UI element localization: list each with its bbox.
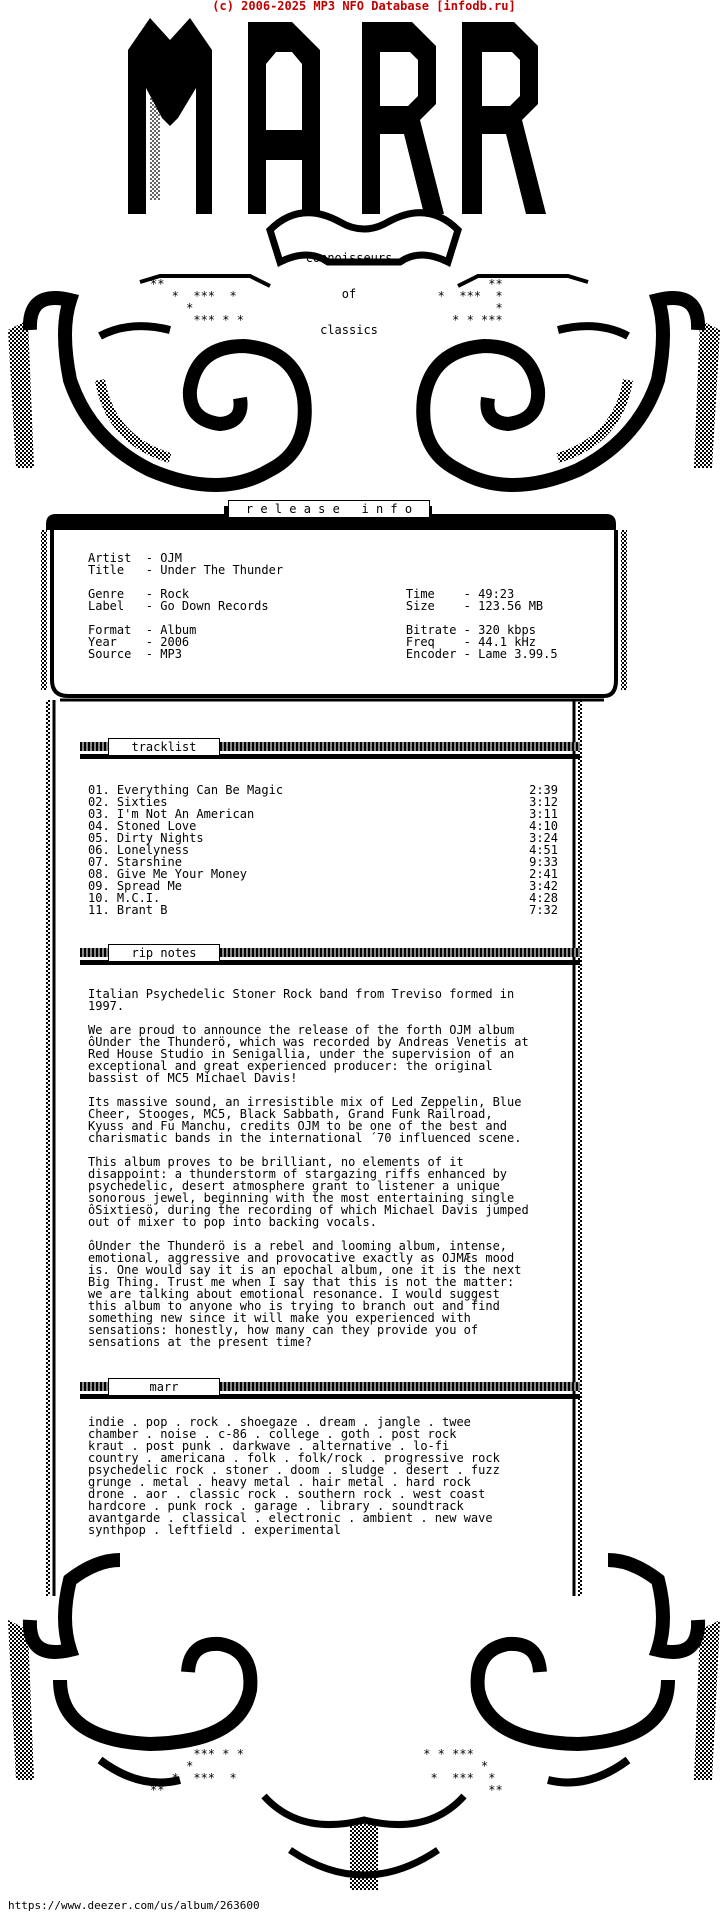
genre-line: avantgarde . classical . electronic . ambient . new wave	[88, 1511, 493, 1525]
rip-notes-paragraph: ôUnder the Thunderö is a rebel and looming album, intense, emotional, aggressive and provocative exactly as OJMÆs mood is. One would say it is an epochal album, one it is the next Big Thing. Trust me when I say that this is not the matter: we are talking about emotional resonance. I would suggest this album to anyone who is trying to branch out and find something new since it will make you experienced with sensations: honestly, how many can they provide you of sensations at the present time?	[88, 1239, 522, 1349]
star-glyphs: * * *** * * *** * **	[423, 1747, 503, 1797]
track-duration: 9:33	[529, 855, 558, 869]
genre-line: chamber . noise . c-86 . college . goth . post rock	[88, 1427, 457, 1441]
track-duration: 3:12	[529, 795, 558, 809]
info-row: Title - Under The Thunder	[88, 563, 284, 577]
rip-notes-heading: rip notes	[108, 944, 220, 962]
tagline-line: of	[341, 287, 357, 301]
track-title: 05. Dirty Nights	[88, 831, 204, 845]
genre-line: synthpop . leftfield . experimental	[88, 1523, 341, 1537]
tagline	[274, 228, 424, 348]
track-row	[88, 904, 558, 916]
track-duration: 4:10	[529, 819, 558, 833]
track-duration: 4:51	[529, 843, 558, 857]
tracklist-heading: tracklist	[108, 738, 220, 756]
star-glyphs: ** * *** * * *** * *	[150, 277, 244, 327]
track-duration: 3:24	[529, 831, 558, 845]
lower-ornament	[8, 1560, 720, 1890]
track-duration: 7:32	[529, 903, 558, 917]
star-glyphs: *** * * * * *** * **	[150, 1747, 244, 1797]
track-duration: 2:39	[529, 783, 558, 797]
rip-notes	[88, 988, 568, 1348]
genre-line: hardcore . punk rock . garage . library . soundtrack	[88, 1499, 464, 1513]
track-title: 11. Brant B	[88, 903, 168, 917]
info-row: Label - Go Down Records Size - 123.56 MB	[88, 599, 544, 613]
marr-logo	[128, 18, 546, 214]
rip-notes-paragraph: Its massive sound, an irresistible mix of Led Zeppelin, Blue Cheer, Stooges, MC5, Black Sabbath, Grand Funk Railroad, Kyuss and Fu Manchu, credits OJM to be one of the best and charismatic bands in the international ´70 influenced scene.	[88, 1095, 522, 1145]
genre-line: indie . pop . rock . shoegaze . dream . jangle . twee	[88, 1415, 471, 1429]
marr-heading: marr	[108, 1378, 220, 1396]
track-title: 08. Give Me Your Money	[88, 867, 247, 881]
track-duration: 3:42	[529, 879, 558, 893]
release-info	[88, 552, 558, 660]
genre-line: kraut . post punk . darkwave . alternative . lo-fi	[88, 1439, 450, 1453]
track-duration: 4:28	[529, 891, 558, 905]
track-title: 06. Lonelyness	[88, 843, 190, 857]
tagline-line: connoisseurs	[305, 251, 393, 265]
genre-line: drone . aor . classic rock . southern rock . west coast	[88, 1487, 486, 1501]
track-title: 10. M.C.I.	[88, 891, 161, 905]
track-title: 07. Starshine	[88, 855, 182, 869]
rip-notes-paragraph: We are proud to announce the release of the forth OJM album ôUnder the Thunderö, which was recorded by Andreas Venetis at Red House Studio in Senigallia, under the supervision of an exceptional and great experienced producer: the original bassist of MC5 Michael Davis!	[88, 1023, 529, 1085]
star-glyphs: ** * *** * * * * ***	[437, 277, 503, 327]
track-title: 03. I'm Not An American	[88, 807, 255, 821]
track-title: 04. Stoned Love	[88, 819, 197, 833]
rip-notes-paragraph: This album proves to be brilliant, no elements of it disappoint: a thunderstorm of stargazing riffs enhanced by psychedelic, desert atmosphere grant to listener a unique sonorous jewel, beginning with the most entertaining single ôSixtiesö, during the recording of which Michael Davis jumped out of mixer to pop into backing vocals.	[88, 1155, 529, 1229]
genre-line: psychedelic rock . stoner . doom . sludge . desert . fuzz	[88, 1463, 500, 1477]
track-duration: 3:11	[529, 807, 558, 821]
info-row: Source - MP3 Encoder - Lame 3.99.5	[88, 647, 558, 661]
tracklist	[88, 784, 558, 916]
info-row: Artist - OJM	[88, 551, 182, 565]
genre-line: grunge . metal . heavy metal . hair metal . hard rock	[88, 1475, 471, 1489]
tagline-line: classics	[320, 323, 378, 337]
genre-line: country . americana . folk . folk/rock . progressive rock	[88, 1451, 500, 1465]
rip-notes-paragraph: Italian Psychedelic Stoner Rock band from Treviso formed in 1997.	[88, 987, 515, 1013]
info-row: Format - Album Bitrate - 320 kbps	[88, 623, 536, 637]
track-title: 02. Sixties	[88, 795, 168, 809]
track-title: 09. Spread Me	[88, 879, 182, 893]
credit-line: (c) 2006-2025 MP3 NFO Database [infodb.ru]	[212, 0, 516, 13]
source-link[interactable]: https://www.deezer.com/us/album/263600	[8, 1899, 260, 1912]
release-info-heading: r e l e a s e i n f o	[228, 500, 430, 518]
track-duration: 2:41	[529, 867, 558, 881]
genre-list	[88, 1416, 568, 1536]
info-row: Year - 2006 Freq - 44.1 kHz	[88, 635, 536, 649]
info-row: Genre - Rock Time - 49:23	[88, 587, 515, 601]
track-title: 01. Everything Can Be Magic	[88, 783, 284, 797]
